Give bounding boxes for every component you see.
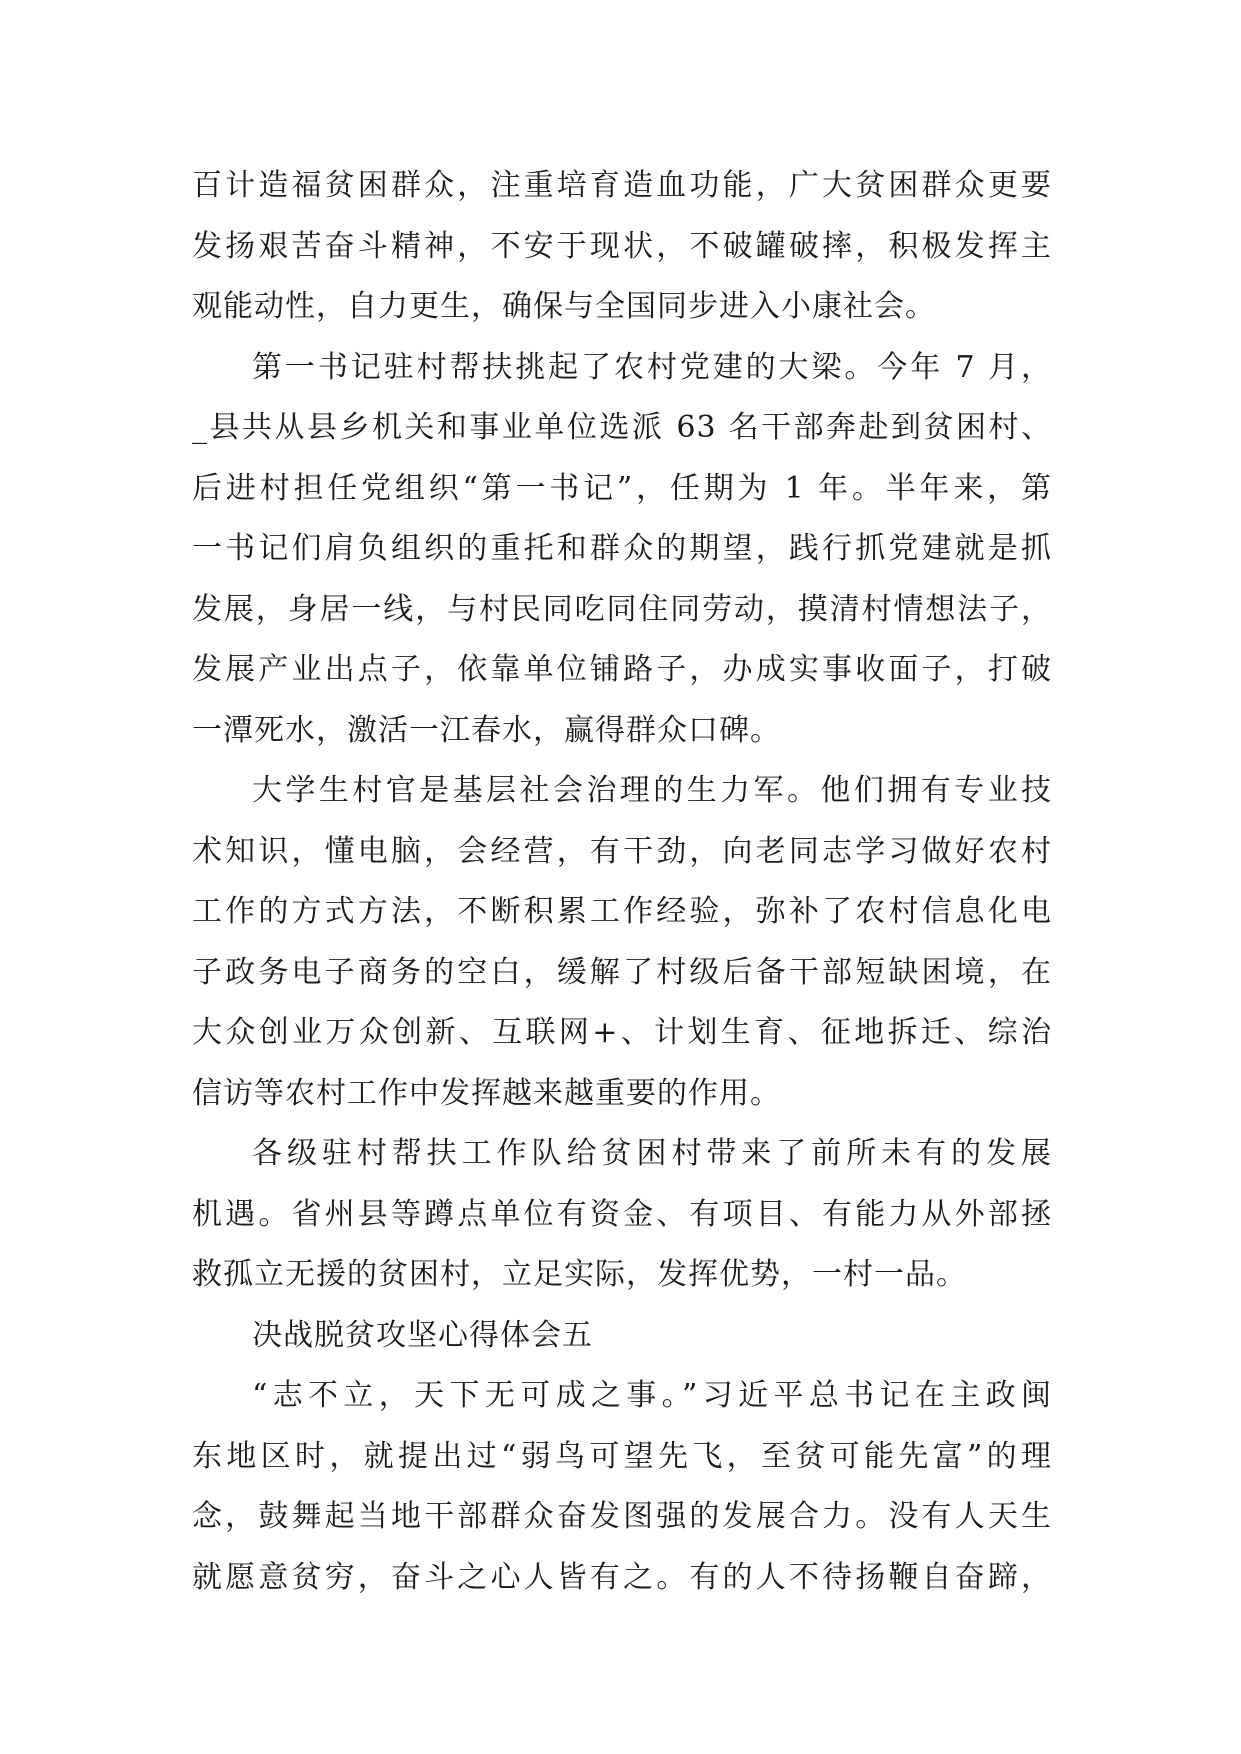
text-line: 一书记们肩负组织的重托和群众的期望，践行抓党建就是抓 (192, 531, 1052, 566)
text-line: 东地区时，就提出过“弱鸟可望先飞，至贫可能先富”的理 (192, 1438, 1052, 1474)
text-line: 观能动性，自力更生，确保与全国同步进入小康社会。 (192, 289, 936, 324)
paragraph-first-line: “志不立，天下无可成之事。”习近平总书记在主政闽 (252, 1378, 1052, 1413)
paragraph-first-line: 第一书记驻村帮扶挑起了农村党建的大梁。今年 7 月， (252, 349, 1052, 385)
document-body (192, 156, 1052, 1608)
text-line: _县共从县乡机关和事业单位选派 63 名干部奔赴到贫困村、 (192, 410, 1052, 445)
text-line: 后进村担任党组织“第一书记”，任期为 1 年。半年来，第 (192, 470, 1052, 506)
paragraph-first-line: 各级驻村帮扶工作队给贫困村带来了前所未有的发展 (252, 1136, 1052, 1171)
text-line: 一潭死水，激活一江春水，赢得群众口碑。 (192, 712, 781, 748)
paragraph-first-line: 大学生村官是基层社会治理的生力军。他们拥有专业技 (252, 773, 1052, 808)
text-line: 发展，身居一线，与村民同吃同住同劳动，摸清村情想法子， (192, 591, 1052, 627)
text-line: 发扬艰苦奋斗精神，不安于现状，不破罐破摔，积极发挥主 (192, 228, 1052, 264)
text-line: 发展产业出点子，依靠单位铺路子，办成实事收面子，打破 (192, 652, 1052, 687)
text-line: 就愿意贫穷，奋斗之心人皆有之。有的人不待扬鞭自奋蹄， (192, 1559, 1052, 1595)
text-line: 大众创业万众创新、互联网+、计划生育、征地拆迁、综治 (192, 1015, 1052, 1050)
text-line: 工作的方式方法，不断积累工作经验，弥补了农村信息化电 (192, 894, 1052, 929)
text-line: 念，鼓舞起当地干部群众奋发图强的发展合力。没有人天生 (192, 1499, 1052, 1534)
section-heading: 决战脱贫攻坚心得体会五 (252, 1317, 593, 1353)
text-line: 救孤立无援的贫困村，立足实际，发挥优势，一村一品。 (192, 1257, 967, 1292)
text-line: 信访等农村工作中发挥越来越重要的作用。 (192, 1075, 781, 1111)
text-line: 百计造福贫困群众，注重培育造血功能，广大贫困群众更要 (192, 168, 1052, 203)
text-line: 子政务电子商务的空白，缓解了村级后备干部短缺困境，在 (192, 954, 1052, 990)
text-line: 机遇。省州县等蹲点单位有资金、有项目、有能力从外部拯 (192, 1196, 1052, 1232)
text-line: 术知识，懂电脑，会经营，有干劲，向老同志学习做好农村 (192, 833, 1052, 869)
